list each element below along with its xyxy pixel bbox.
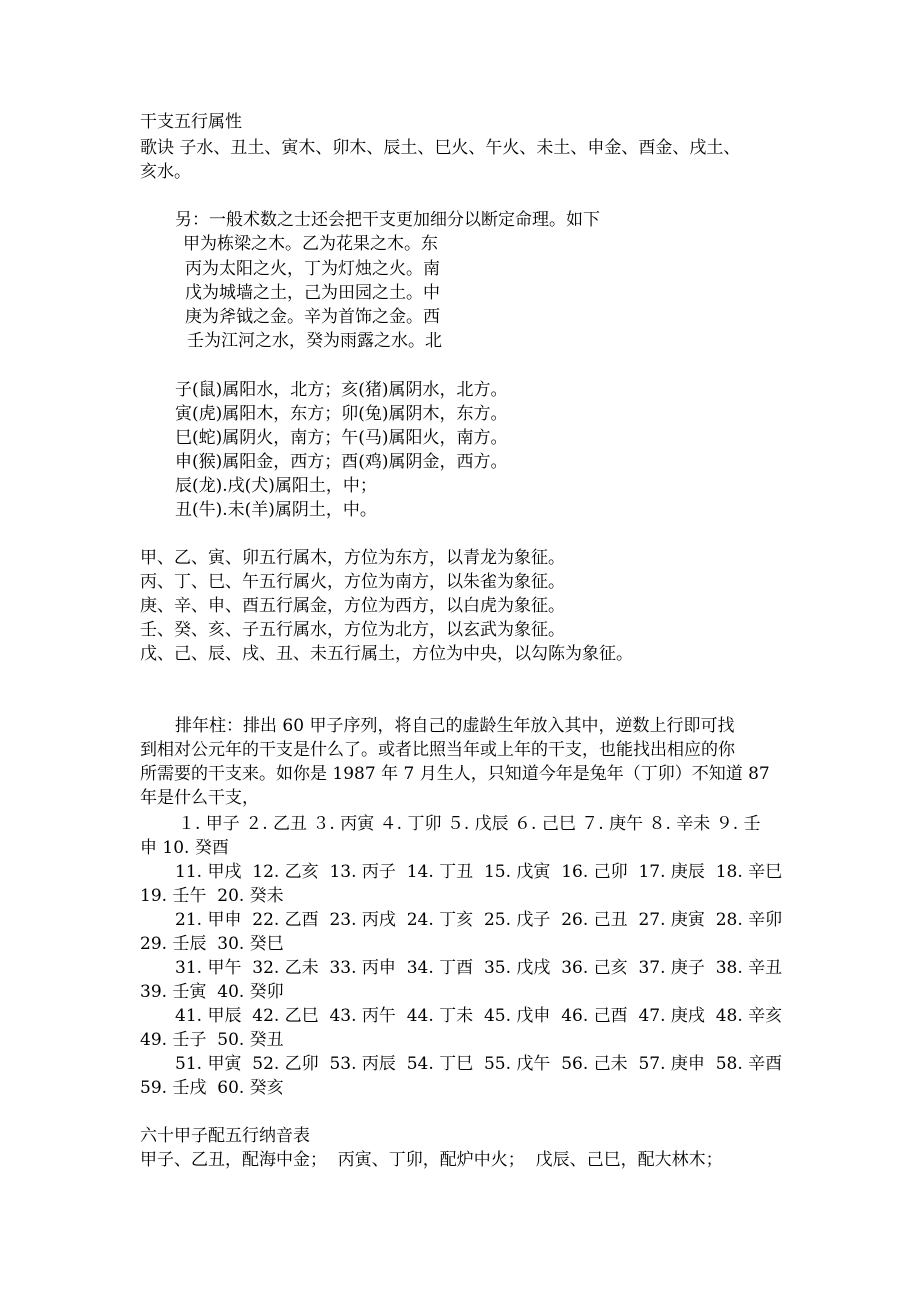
text-line: 亥水。 — [140, 162, 191, 182]
jiazi-row: 29. 壬辰 30. 癸巳 — [140, 934, 284, 954]
jiazi-row: 51. 甲寅 52. 乙卯 53. 丙辰 54. 丁巳 55. 戊午 56. 己未 57. 庚申 58. 辛酉 — [175, 1054, 783, 1074]
text-line: 丙为太阳之火，丁为灯烛之火。南 — [185, 259, 440, 279]
text-line: 庚为斧钺之金。辛为首饰之金。西 — [185, 307, 440, 327]
text-line: 年是什么干支， — [140, 788, 259, 808]
text-line: 庚、辛、申、酉五行属金，方位为西方，以白虎为象征。 — [140, 596, 565, 616]
jiazi-row: 19. 壬午 20. 癸未 — [140, 886, 284, 906]
text-line: 歌诀 子水、丑土、寅木、卯木、辰土、巳火、午火、未土、申金、酉金、戌土、 — [140, 138, 741, 158]
text-line: 甲、乙、寅、卯五行属木，方位为东方，以青龙为象征。 — [140, 548, 565, 568]
jiazi-row: 申 10. 癸酉 — [140, 838, 229, 858]
text-line: 寅(虎)属阳木，东方；卯(兔)属阴木，东方。 — [175, 404, 508, 424]
jiazi-row: 59. 壬戌 60. 癸亥 — [140, 1078, 284, 1098]
text-line: 甲为栋梁之木。乙为花果之木。东 — [183, 234, 438, 254]
text-line: 另：一般术数之士还会把干支更加细分以断定命理。如下 — [175, 210, 600, 230]
jiazi-row: １. 甲子 ２. 乙丑 ３. 丙寅 ４. 丁卯 ５. 戊辰 ６. 己巳 ７. 庚午 ８. 辛未 ９. 壬 — [178, 814, 761, 834]
text-line: 丑(牛).未(羊)属阴土，中。 — [175, 500, 377, 520]
text-line: 到相对公元年的干支是什么了。或者比照当年或上年的干支，也能找出相应的你 — [140, 740, 735, 760]
text-line: 所需要的干支来。如你是 1987 年 7 月生人，只知道今年是兔年（丁卯）不知道 87 — [140, 764, 770, 784]
text-line: 丙、丁、巳、午五行属火，方位为南方，以朱雀为象征。 — [140, 572, 565, 592]
jiazi-row: 41. 甲辰 42. 乙巳 43. 丙午 44. 丁未 45. 戊申 46. 己酉 47. 庚戌 48. 辛亥 — [175, 1006, 783, 1026]
text-line: 甲子、乙丑，配海中金； 丙寅、丁卯，配炉中火； 戊辰、己巳，配大林木； — [140, 1150, 723, 1170]
text-line: 戊为城墙之土，己为田园之土。中 — [185, 283, 440, 303]
text-line: 排年柱：排出 60 甲子序列，将自己的虚龄生年放入其中，逆数上行即可找 — [175, 716, 735, 736]
jiazi-row: 11. 甲戌 12. 乙亥 13. 丙子 14. 丁丑 15. 戊寅 16. 己卯 17. 庚辰 18. 辛巳 — [175, 862, 783, 882]
text-line: 巳(蛇)属阴火，南方；午(马)属阳火，南方。 — [175, 428, 508, 448]
text-line: 壬为江河之水，癸为雨露之水。北 — [187, 331, 442, 351]
jiazi-row: 31. 甲午 32. 乙未 33. 丙申 34. 丁酉 35. 戊戌 36. 己亥 37. 庚子 38. 辛丑 — [175, 958, 783, 978]
text-line: 子(鼠)属阳水，北方；亥(猪)属阴水，北方。 — [175, 380, 508, 400]
jiazi-row: 49. 壬子 50. 癸丑 — [140, 1030, 284, 1050]
text-line: 壬、癸、亥、子五行属水，方位为北方，以玄武为象征。 — [140, 620, 565, 640]
jiazi-row: 21. 甲申 22. 乙酉 23. 丙戌 24. 丁亥 25. 戊子 26. 己丑 27. 庚寅 28. 辛卯 — [175, 910, 783, 930]
jiazi-row: 39. 壬寅 40. 癸卯 — [140, 982, 284, 1002]
section-title-nayin: 六十甲子配五行纳音表 — [140, 1126, 310, 1146]
text-line: 辰(龙).戌(犬)属阳土，中； — [175, 476, 377, 496]
text-line: 申(猴)属阳金，西方；酉(鸡)属阴金，西方。 — [175, 452, 508, 472]
text-line: 戊、己、辰、戌、丑、未五行属土，方位为中央，以勾陈为象征。 — [140, 644, 633, 664]
section-title-ganzhi-wuxing: 干支五行属性 — [140, 112, 242, 132]
